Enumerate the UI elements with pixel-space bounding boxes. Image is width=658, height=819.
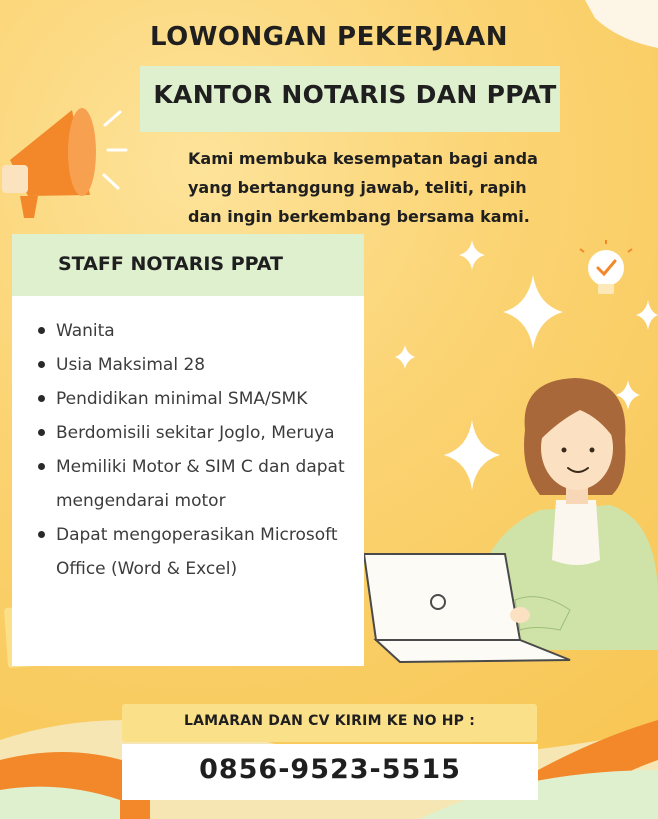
intro-line: Kami membuka kesempatan bagi anda xyxy=(188,149,538,168)
list-item xyxy=(34,450,374,518)
requirements-list xyxy=(34,314,374,586)
requirement-text-continued: mengendarai motor xyxy=(56,491,226,511)
bullet-icon xyxy=(38,429,45,436)
bullet-icon xyxy=(38,395,45,402)
lightbulb-check-icon xyxy=(580,240,632,294)
bullet-icon xyxy=(38,327,45,334)
requirement-text: Wanita xyxy=(56,321,115,341)
intro-line: dan ingin berkembang bersama kami. xyxy=(188,207,530,226)
requirement-text: Berdomisili sekitar Joglo, Meruya xyxy=(56,423,335,443)
requirement-text: Dapat mengoperasikan Microsoft xyxy=(56,525,338,545)
position-title: STAFF NOTARIS PPAT xyxy=(58,253,283,275)
list-item xyxy=(34,382,374,416)
requirement-text: Usia Maksimal 28 xyxy=(56,355,206,375)
bullet-icon xyxy=(38,531,45,538)
requirement-text: Pendidikan minimal SMA/SMK xyxy=(56,389,308,409)
list-item xyxy=(34,348,374,382)
list-item xyxy=(34,314,374,348)
megaphone-icon xyxy=(2,108,126,218)
requirement-text-continued: Office (Word & Excel) xyxy=(56,559,238,579)
contact-label: LAMARAN DAN CV KIRIM KE NO HP : xyxy=(183,713,476,729)
intro-line: yang bertanggung jawab, teliti, rapih xyxy=(188,178,527,197)
requirement-text: Memiliki Motor & SIM C dan dapat xyxy=(56,457,345,477)
list-item xyxy=(34,518,374,586)
office-title: KANTOR NOTARIS DAN PPAT xyxy=(153,80,557,109)
phone-number[interactable]: 0856-9523-5515 xyxy=(199,754,461,785)
bullet-icon xyxy=(38,463,45,470)
woman-laptop-illustration xyxy=(364,378,658,662)
intro-text xyxy=(188,144,608,231)
list-item xyxy=(34,416,374,450)
bullet-icon xyxy=(38,361,45,368)
page-title: LOWONGAN PEKERJAAN xyxy=(150,22,508,52)
